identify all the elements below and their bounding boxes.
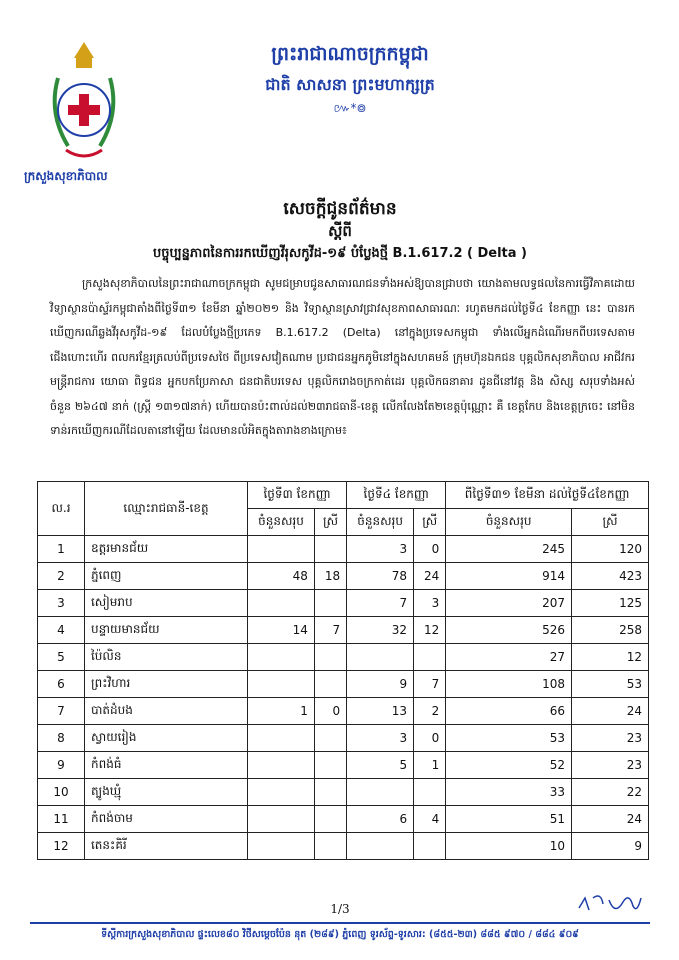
cell-cumf: 24 (572, 698, 649, 725)
cell-d3f (314, 644, 346, 671)
sub-header-total: ចំនួនសរុប (347, 509, 414, 536)
cell-name: ឧត្តរមានជ័យ (85, 536, 248, 563)
cell-d3t (248, 779, 315, 806)
cell-name: កំពង់ធំ (85, 752, 248, 779)
cell-name: បន្ទាយមានជ័យ (85, 617, 248, 644)
cell-d4t (347, 644, 414, 671)
group-header-sep3: ថ្ងៃទី៣ ខែកញ្ញា (248, 482, 347, 509)
table-row (38, 725, 649, 752)
sub-header-female: ស្រី (572, 509, 649, 536)
cell-cumf: 24 (572, 806, 649, 833)
cell-cumf: 9 (572, 833, 649, 860)
cell-no: 11 (38, 806, 85, 833)
cell-d4f (414, 644, 446, 671)
cell-no: 7 (38, 698, 85, 725)
table-row (38, 833, 649, 860)
cell-d4f: 0 (414, 725, 446, 752)
cell-d4f: 12 (414, 617, 446, 644)
cell-d4f: 3 (414, 590, 446, 617)
cell-no: 3 (38, 590, 85, 617)
table-row (38, 590, 649, 617)
cell-d3f (314, 725, 346, 752)
cell-no: 1 (38, 536, 85, 563)
table-row (38, 671, 649, 698)
cell-cumf: 53 (572, 671, 649, 698)
cell-cumf: 258 (572, 617, 649, 644)
table-row (38, 698, 649, 725)
cell-d4t: 7 (347, 590, 414, 617)
cell-d3t (248, 671, 315, 698)
sub-header-female: ស្រី (414, 509, 446, 536)
table-row (38, 617, 649, 644)
cell-cumf: 423 (572, 563, 649, 590)
cell-d3t (248, 536, 315, 563)
cell-cumt: 207 (446, 590, 572, 617)
cell-d4f: 2 (414, 698, 446, 725)
cell-no: 4 (38, 617, 85, 644)
cell-d3t (248, 833, 315, 860)
cell-d3f (314, 833, 346, 860)
sub-header-female: ស្រី (314, 509, 346, 536)
table-row (38, 536, 649, 563)
cell-cumf: 12 (572, 644, 649, 671)
cell-cumf: 23 (572, 725, 649, 752)
cell-no: 2 (38, 563, 85, 590)
cell-d3t (248, 806, 315, 833)
cell-d3t: 1 (248, 698, 315, 725)
table-row (38, 563, 649, 590)
cell-cumt: 245 (446, 536, 572, 563)
cell-d4t: 6 (347, 806, 414, 833)
cell-d4t: 3 (347, 725, 414, 752)
col-header-province: ឈ្មោះរាជធានី-ខេត្ត (85, 482, 248, 536)
cell-name: ភ្នំពេញ (85, 563, 248, 590)
table-row (38, 806, 649, 833)
cell-cumt: 526 (446, 617, 572, 644)
cell-no: 8 (38, 725, 85, 752)
cell-d3t: 48 (248, 563, 315, 590)
kingdom-heading: ព្រះរាជាណាចក្រកម្ពុជា (271, 43, 429, 65)
sub-header-total: ចំនួនសរុប (446, 509, 572, 536)
document-subtitle: ស្ដីពី (328, 222, 352, 240)
col-header-no: ល.រ (38, 482, 85, 536)
footer-rule (30, 922, 650, 924)
ministry-logo (38, 38, 130, 168)
cell-no: 9 (38, 752, 85, 779)
cell-d3f (314, 590, 346, 617)
cell-d4t: 3 (347, 536, 414, 563)
cases-table (37, 481, 649, 860)
cell-cumt: 53 (446, 725, 572, 752)
cell-name: តេនះគិរី (85, 833, 248, 860)
ministry-name: ក្រសួងសុខាភិបាល (24, 169, 108, 183)
body-paragraph: ក្រសួងសុខាភិបាលនៃព្រះរាជាណាចក្រកម្ពុជា សូមជម្រាបជូនសាធារណជនទាំងអស់ឱ្យបានជ្រាបថា យោងតាមលទ្ធផលនៃការធ្វើវិភាគដោយវិទ្យាស្ថានប៉ាស្ទ័រកម្ពុជាតាំងពីថ្ងៃទី៣១ ខែមីនា ឆ្នាំ២០២១ និង វិទ្យាស្ថានស្រាវជ្រាវសុខភាពសាធារណៈ រហូតមកដល់ថ្ងៃទី៤ ខែកញ្ញា នេះ បានរកឃើញករណីឆ្លងវីរុសកូវីដ-១៩ ដែលបំប្លែងថ្មីប្រភេទ B.1.617.2 (Delta) នៅក្នុងប្រទេសកម្ពុជា ទាំងលើអ្នកដំណើរមកពីបរទេសតាមជើងហោះហើរ ពលករខ្មែរត្រលប់ពីប្រទេសថៃ ពីប្រទេសវៀតណាម ប្រជាជនអ្នកភូមិនៅក្នុងសហគមន៍ ក្រុមហ៊ុនឯកជន បុគ្គលិកសុខាភិបាល អាជីវករ មន្ត្រីរាជការ យោធា ពិទ្ធជន អ្នកបកប្រែភាសា ជនជាតិបរទេស បុគ្គលិករោងចក្រកាត់ដេរ បុគ្គលិកធនាគារ ដូនជីនៅវត្ត និង សិស្ស សរុបទាំងអស់ចំនួន ២៦៤៧ នាក់ (ស្ត្រី ១៣១៧នាក់) ហើយបានប៉ះពាល់ដល់២៣រាជធានី-ខេត្ត លើកលែងតែ២ខេត្តប៉ុណ្ណោះ គឺ ខេត្តកែប និងខេត្តក្រចេះ នៅមិនទាន់រកឃើញករណីដែលតានៅឡើយ ដែលមានលំអិតក្នុងតារាងខាងក្រោម៖ (50, 277, 635, 437)
signature (575, 890, 645, 918)
cell-d4t: 78 (347, 563, 414, 590)
cell-cumf: 23 (572, 752, 649, 779)
document-topic: បច្ចុប្បន្នភាពនៃការរកឃើញវីរុសកូវីដ-១៩ បំប្លែងថ្មី B.1.617.2 ( Delta ) (153, 246, 527, 261)
cell-no: 12 (38, 833, 85, 860)
cell-d3t (248, 590, 315, 617)
cell-no: 10 (38, 779, 85, 806)
cell-d3f (314, 806, 346, 833)
document-title: សេចក្ដីជូនព័ត៌មាន (283, 199, 397, 219)
cell-d3f: 0 (314, 698, 346, 725)
national-motto: ជាតិ សាសនា ព្រះមហាក្សត្រ (265, 75, 435, 94)
cell-cumt: 10 (446, 833, 572, 860)
cell-name: ត្បូងឃ្មុំ (85, 779, 248, 806)
group-header-sep4: ថ្ងៃទី៤ ខែកញ្ញា (347, 482, 446, 509)
cell-cumf: 22 (572, 779, 649, 806)
cell-d3t: 14 (248, 617, 315, 644)
cell-cumf: 120 (572, 536, 649, 563)
cell-d3f (314, 779, 346, 806)
cell-d4f: 7 (414, 671, 446, 698)
table-row (38, 752, 649, 779)
cell-d4t: 32 (347, 617, 414, 644)
cell-cumt: 108 (446, 671, 572, 698)
cell-d3t (248, 725, 315, 752)
cell-cumt: 52 (446, 752, 572, 779)
footer-address: ទីស្ដីការក្រសួងសុខាភិបាល ផ្ទះលេខ៨០ វិថីសម្ដេចប៉ែន នុត (២៨៩) ភ្នំពេញ ទូរស័ព្ទ-ទូរសារ: (៨៥៥-២៣) ៨៨៥ ៩៧០ / ៨៨៤ ៩០៩ (101, 929, 579, 940)
cell-no: 6 (38, 671, 85, 698)
cell-d4f: 24 (414, 563, 446, 590)
sub-header-total: ចំនួនសរុប (248, 509, 315, 536)
cell-d4t (347, 833, 414, 860)
cell-cumt: 66 (446, 698, 572, 725)
cell-d4f: 4 (414, 806, 446, 833)
cell-d4f: 1 (414, 752, 446, 779)
cell-d3f (314, 752, 346, 779)
cell-name: បាត់ដំបង (85, 698, 248, 725)
cell-d3t (248, 752, 315, 779)
cell-cumt: 51 (446, 806, 572, 833)
cell-d4f (414, 779, 446, 806)
cell-cumf: 125 (572, 590, 649, 617)
cell-no: 5 (38, 644, 85, 671)
cell-d4t: 5 (347, 752, 414, 779)
cell-d4t: 13 (347, 698, 414, 725)
cell-name: ប៉ៃលិន (85, 644, 248, 671)
cell-d4f (414, 833, 446, 860)
cell-cumt: 27 (446, 644, 572, 671)
group-header-cumulative: ពីថ្ងៃទី៣១ ខែមីនា ដល់ថ្ងៃទី៤ខែកញ្ញា (446, 482, 649, 509)
cell-d4t: 9 (347, 671, 414, 698)
cell-d3t (248, 644, 315, 671)
cell-d3f (314, 671, 346, 698)
cell-name: ព្រះវិហារ (85, 671, 248, 698)
cell-d4f: 0 (414, 536, 446, 563)
cell-d3f (314, 536, 346, 563)
cell-d4t (347, 779, 414, 806)
page-number: 1/3 (330, 902, 350, 916)
cell-d3f: 18 (314, 563, 346, 590)
cell-name: សៀមរាប (85, 590, 248, 617)
cell-cumt: 33 (446, 779, 572, 806)
ornament: ៚*៙ (333, 101, 367, 115)
cell-cumt: 914 (446, 563, 572, 590)
cell-name: កំពង់ចាម (85, 806, 248, 833)
cell-name: ស្វាយរៀង (85, 725, 248, 752)
cell-d3f: 7 (314, 617, 346, 644)
table-row (38, 779, 649, 806)
table-row (38, 644, 649, 671)
